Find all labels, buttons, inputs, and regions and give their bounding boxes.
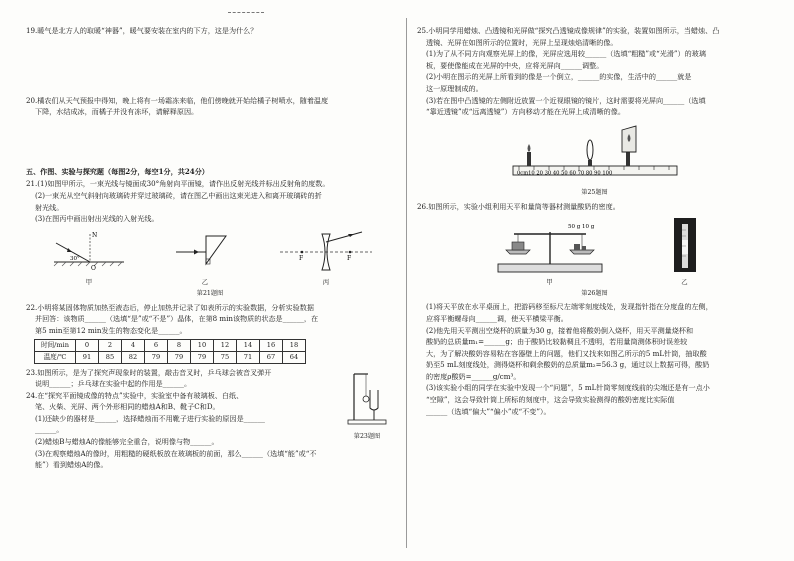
question-21-part2a: (2)一束光从空气斜射向玻璃砖并穿过玻璃砖，请在图乙中画出这束光进入和离开玻璃砖的折 xyxy=(35,190,322,200)
question-26-part2a: (2)他先用天平测出空烧杯的质量为30 g，接着他将酸奶倒入烧杯，用天平测量烧杯和 xyxy=(426,325,694,335)
question-24-part3a: (3)在观察蜡烛A的像时，用粗糙的硬纸板放在玻璃板的前面，那么______（选填“能”或“不 xyxy=(35,448,317,458)
figure-26-caption: 第26题图 xyxy=(581,289,608,297)
question-26-part1a: (1)将天平放在水平桌面上，把游码移至标尺左端零刻度线处，发现指针指在分度盘的左侧， xyxy=(426,302,713,312)
table-cell: 12 xyxy=(214,340,237,352)
figure-23-caption: 第23题图 xyxy=(353,433,381,441)
data-table xyxy=(34,339,306,363)
figure-21-label-bing: 丙 xyxy=(322,278,330,287)
figure-26 xyxy=(417,216,772,288)
question-26-part3b: “空隙”，这会导致针筒上所标的刻度中，这会导致实验测得的酸奶密度比实际值 xyxy=(426,395,675,405)
question-22-line3: 第5 min至第12 min发生的物态变化是______。 xyxy=(35,325,187,335)
table-row xyxy=(35,351,306,363)
question-20-line1: 20.橘农们从天气预报中得知，晚上将有一场霜冻来临，他们傍晚就开始给橘子树喷水，随着温度 xyxy=(26,95,329,105)
question-24-part2: (2)蜡烛B与蜡烛A的像能够完全重合，说明像与物______。 xyxy=(35,437,219,447)
question-24-part1b: ______。 xyxy=(35,425,64,435)
figure-21-label-yi: 乙 xyxy=(201,278,209,287)
figure-21-label-jia: 甲 xyxy=(85,278,93,287)
question-26: 26.如图所示，实验小组利用天平和量筒等器材测量酸奶的密度。 xyxy=(417,201,620,211)
question-19: 19.暖气是北方人的取暖“神器”，暖气要安装在室内的下方，这是为什么？ xyxy=(26,26,258,35)
question-25-part1a: (1)为了从不同方向观察光屏上的像，光屏应选用较______（选填“粗糙”或“光滑”）的玻璃 xyxy=(426,49,706,59)
question-23-line1: 23.如图所示，是为了探究声现象时的装置，敲击音叉时，乒乓球会被音叉弹开 xyxy=(26,367,272,377)
table-cell: 85 xyxy=(99,351,122,363)
table-cell: 14 xyxy=(237,340,260,352)
table-cell: 79 xyxy=(191,351,214,363)
angle-label: 30° xyxy=(70,255,80,262)
table-row xyxy=(35,340,306,352)
section-five-heading: 五、作图、实验与探究题（每图2分，每空1分，共24分） xyxy=(26,166,209,176)
figure-21-caption: 第21题图 xyxy=(196,289,224,297)
question-26-part2e: 的密度ρ酸奶=______g/cm³。 xyxy=(426,371,521,381)
table-cell: 16 xyxy=(260,340,283,352)
weights-label: 50 g 10 g xyxy=(567,223,594,230)
table-cell: 71 xyxy=(237,351,260,363)
focus-right-label: F xyxy=(347,254,352,262)
question-24-part3b: 能”）看到蜡烛A的像。 xyxy=(35,460,108,470)
figure-26-jia xyxy=(490,216,610,288)
question-26-part2d: 奶至5 mL刻度线处，测得烧杯和剩余酸奶的总质量m₂=56.3 g，通过以上数据可得，酸奶 xyxy=(426,360,710,370)
question-21-part2b: 射光线。 xyxy=(35,202,64,212)
table-cell: 8 xyxy=(168,340,191,352)
question-24-line1: 24.在“探究平面镜成像的特点”实验中，实验室中备有玻璃板、白纸、 xyxy=(26,390,244,400)
normal-label-n: N xyxy=(92,231,98,239)
question-25-part3a: (3)若在图中凸透镜的左侧附近放置一个近视眼镜的镜片，这时需要将光屏向______（选填 xyxy=(426,95,706,105)
table-cell: 64 xyxy=(283,351,306,363)
table-cell: 2 xyxy=(99,340,122,352)
question-25-part2a: (2)小明在图示的光屏上所看到的像是一个倒立，______的实像，生活中的______就是 xyxy=(426,72,692,82)
figure-26-label-yi: 乙 xyxy=(681,278,688,287)
question-23-line2: 说明______；乒乓球在实验中起的作用是______。 xyxy=(35,379,192,389)
question-25-part1b: 板，要使像能成在光屏的中央，应将光屏向______调整。 xyxy=(426,60,604,70)
question-25-part2b: 这一原理制成的。 xyxy=(426,83,483,93)
table-cell: 79 xyxy=(168,351,191,363)
figure-23 xyxy=(344,368,390,446)
table-cell: 温度/℃ xyxy=(35,351,76,363)
question-21-part1: 21.(1)如图甲所示，一束光线与镜面成30°角射向平面镜，请作出反射光线并标出反射角的度数。 xyxy=(26,179,330,189)
question-25-line2: 透镜、光屏在如图所示的位置时，光屏上呈现烛焰清晰的像。 xyxy=(426,37,618,47)
table-cell: 10 xyxy=(191,340,214,352)
question-26-part3a: (3)该实验小组的同学在实验中发现一个“问题”，5 mL针筒零刻度线前的尖端还是有一点小 xyxy=(426,383,710,393)
table-cell: 67 xyxy=(260,351,283,363)
question-25-line1: 25.小明同学用蜡烛、凸透镜和光屏做“探究凸透镜成像规律”的实验，装置如图所示，当蜡烛、凸 xyxy=(417,26,720,35)
question-26-part1b: 应将平衡螺母向______调，使天平横梁平衡。 xyxy=(426,313,568,323)
header-decoration xyxy=(228,4,264,13)
ruler-scale: 0cm10 20 30 40 50 60 70 80 90 100 xyxy=(516,170,612,177)
table-cell: 4 xyxy=(122,340,145,352)
question-24-part1: (1)还缺少的器材是______，选择蜡烛而不用靴子进行实验的原因是______ xyxy=(35,413,265,423)
table-cell: 18 xyxy=(283,340,306,352)
figure-21-jia xyxy=(44,228,134,288)
left-column xyxy=(26,26,394,472)
table-cell: 91 xyxy=(76,351,99,363)
figure-21 xyxy=(26,228,394,288)
figure-26-yi xyxy=(670,216,700,288)
focus-left-label: F xyxy=(299,254,304,262)
question-22-line1: 22.小明将某固体物质加热至液态后，停止加热并记录了如表所示的实验数据，分析实验数据 xyxy=(26,302,314,312)
column-divider xyxy=(406,18,407,548)
question-21-part3: (3)在图丙中画出射出光线的入射光线。 xyxy=(35,214,159,224)
table-cell: 82 xyxy=(122,351,145,363)
figure-25 xyxy=(417,122,772,199)
question-26-part3c: ______（选填“偏大”“偏小”或“不变”）。 xyxy=(426,406,551,416)
question-20-line2: 下降，水结成冰，而橘子并没有冻坏，请解释原因。 xyxy=(35,107,199,117)
question-26-part2b: 酸奶的总质量m₁=______g；由于酸奶比较黏稠且不透明，若用量筒测体积时误差较 xyxy=(426,337,688,347)
figure-25-caption: 第25题图 xyxy=(581,189,608,197)
question-24-line2: 笔、火柴、光屏、两个外形相同的蜡烛A和B、靴子C和D。 xyxy=(35,402,220,412)
figure-21-bing xyxy=(276,228,376,288)
table-cell: 时间/min xyxy=(35,340,76,352)
point-label-o: O xyxy=(91,264,96,272)
figure-21-yi xyxy=(170,228,240,288)
question-25-part3b: “靠近透镜”或“远离透镜”）方向移动才能在光屏上成清晰的像。 xyxy=(426,107,625,117)
table-cell: 0 xyxy=(76,340,99,352)
figure-26-label-jia: 甲 xyxy=(546,278,553,287)
question-22-line2: 并回答：该物质______（选填“是”或“不是”）晶体，在第8 min该物质的状态是______，在 xyxy=(35,314,319,324)
table-cell: 79 xyxy=(145,351,168,363)
table-cell: 75 xyxy=(214,351,237,363)
right-column xyxy=(417,26,772,418)
question-26-part2c: 大，为了解决酸奶容易粘在容器壁上的问题，他们又找来如图乙所示的5 mL针筒，抽取酸 xyxy=(426,348,707,358)
table-cell: 6 xyxy=(145,340,168,352)
